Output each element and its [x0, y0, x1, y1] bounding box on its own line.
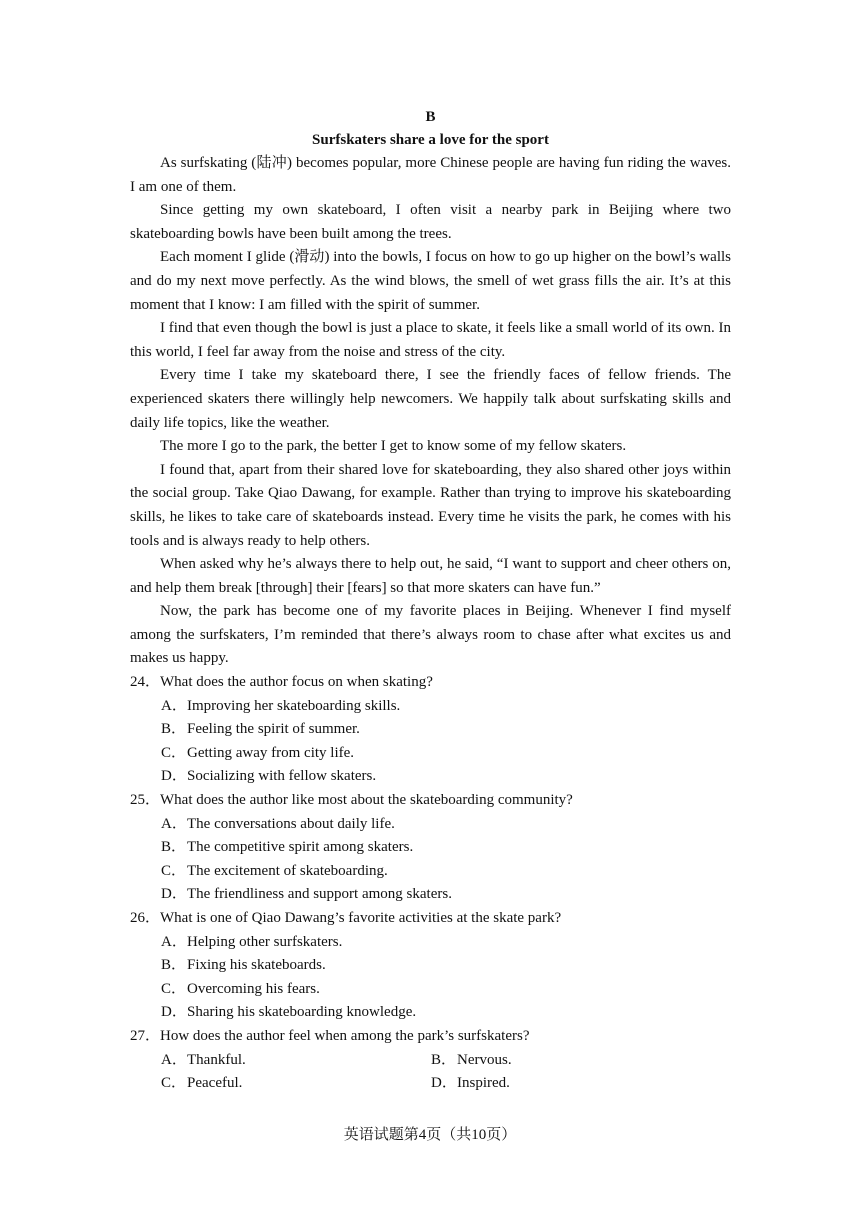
option-letter: C．: [161, 862, 187, 879]
paragraph: I find that even though the bowl is just a place to skate, it feels like a small world of its own. In this world, I feel far away from the noise and stress of the city.: [130, 320, 731, 360]
option-d[interactable]: [130, 1001, 731, 1025]
option-b[interactable]: [130, 954, 731, 978]
option-letter: A．: [161, 697, 187, 714]
option-letter: C．: [161, 980, 187, 997]
option-c[interactable]: [161, 1072, 431, 1096]
passage-body: [130, 152, 731, 671]
option-letter: A．: [161, 933, 187, 950]
option-a[interactable]: [130, 695, 731, 719]
option-text: Socializing with fellow skaters.: [187, 768, 377, 785]
option-text: Feeling the spirit of summer.: [187, 721, 360, 738]
question-26: [130, 907, 731, 1025]
paragraph: Now, the park has become one of my favorite places in Beijing. Whenever I find myself among the surfskaters, I’m reminded that there’s always room to chase after what excites us and makes us happy.: [130, 603, 731, 667]
option-d[interactable]: [130, 883, 731, 907]
option-c[interactable]: [130, 978, 731, 1002]
option-letter: D．: [161, 886, 187, 903]
question-stem: [130, 671, 731, 695]
option-text: Inspired.: [457, 1075, 510, 1092]
option-a[interactable]: [130, 813, 731, 837]
question-number: 26．: [130, 910, 161, 926]
option-letter: D．: [161, 1004, 187, 1021]
option-text: The friendliness and support among skaters.: [187, 886, 452, 903]
option-letter: C．: [161, 744, 187, 761]
option-letter: B．: [161, 839, 187, 856]
option-a[interactable]: [130, 931, 731, 955]
question-stem: [130, 907, 731, 931]
question-text: What is one of Qiao Dawang’s favorite activities at the skate park?: [160, 910, 562, 926]
option-a[interactable]: [161, 1049, 431, 1073]
question-number: 25．: [130, 792, 161, 809]
question-number: 27．: [130, 1027, 161, 1044]
paragraph: I found that, apart from their shared love for skateboarding, they also shared other joys within the social group. Take Qiao Dawang, for example. Rather than trying to improve his skateboarding skills, he likes to take care of skateboards instead. Every time he visits the park, he comes with his tools and is always ready to help others.: [130, 461, 731, 549]
option-text: Fixing his skateboards.: [187, 957, 326, 974]
paragraph: When asked why he’s always there to help out, he said, “I want to support and cheer others on, and help them break [through] their [fears] so that more skaters can have fun.”: [130, 556, 731, 596]
option-c[interactable]: [130, 860, 731, 884]
question-27: [130, 1025, 731, 1096]
question-stem: [130, 1025, 731, 1049]
option-text: Peaceful.: [187, 1075, 243, 1092]
option-text: Sharing his skateboarding knowledge.: [187, 1004, 417, 1021]
question-24: [130, 671, 731, 789]
paragraph: Since getting my own skateboard, I often visit a nearby park in Beijing where two skateboarding bowls have been built among the trees.: [130, 202, 731, 242]
option-text: Thankful.: [187, 1051, 246, 1068]
option-c[interactable]: [130, 742, 731, 766]
option-text: Nervous.: [457, 1051, 512, 1068]
paragraph: As surfskating (陆冲) becomes popular, more Chinese people are having fun riding the waves. I am one of them.: [130, 155, 731, 195]
option-text: Improving her skateboarding skills.: [187, 697, 401, 714]
question-25: [130, 789, 731, 907]
option-b[interactable]: [431, 1049, 701, 1073]
option-letter: B．: [431, 1051, 457, 1068]
option-letter: B．: [161, 957, 187, 974]
question-text: How does the author feel when among the park’s surfskaters?: [160, 1027, 530, 1044]
option-letter: D．: [161, 768, 187, 785]
question-number: 24．: [130, 674, 161, 691]
question-text: What does the author focus on when skating?: [160, 674, 433, 691]
option-letter: C．: [161, 1075, 187, 1092]
paragraph: The more I go to the park, the better I get to know some of my fellow skaters.: [160, 438, 627, 455]
option-text: Helping other surfskaters.: [187, 933, 343, 950]
option-d[interactable]: [431, 1072, 701, 1096]
option-letter: A．: [161, 815, 187, 832]
option-letter: B．: [161, 721, 187, 738]
section-label: B: [425, 109, 436, 125]
option-letter: D．: [431, 1075, 457, 1092]
question-text: What does the author like most about the skateboarding community?: [160, 792, 573, 809]
paragraph: Every time I take my skateboard there, I see the friendly faces of fellow friends. The experienced skaters there willingly help newcomers. We happily talk about surfskating skills and daily life topics, like the weather.: [130, 367, 731, 431]
question-stem: [130, 789, 731, 813]
option-text: The competitive spirit among skaters.: [187, 839, 414, 856]
option-grid: [130, 1049, 731, 1096]
passage-title: Surfskaters share a love for the sport: [312, 132, 549, 148]
option-letter: A．: [161, 1051, 187, 1068]
option-text: Overcoming his fears.: [187, 980, 320, 997]
page-footer: 英语试题第4页（共10页）: [343, 1127, 517, 1143]
exam-page: [130, 106, 731, 1096]
option-d[interactable]: [130, 765, 731, 789]
option-b[interactable]: [130, 718, 731, 742]
option-text: The excitement of skateboarding.: [187, 862, 388, 879]
option-text: Getting away from city life.: [187, 744, 355, 761]
option-text: The conversations about daily life.: [187, 815, 395, 832]
paragraph: Each moment I glide (滑动) into the bowls, I focus on how to go up higher on the bowl’s walls and do my next move perfectly. As the wind blows, the smell of wet grass fills the air. It’s at this moment that I know: I am filled with the spirit of summer.: [130, 249, 731, 313]
option-b[interactable]: [130, 836, 731, 860]
